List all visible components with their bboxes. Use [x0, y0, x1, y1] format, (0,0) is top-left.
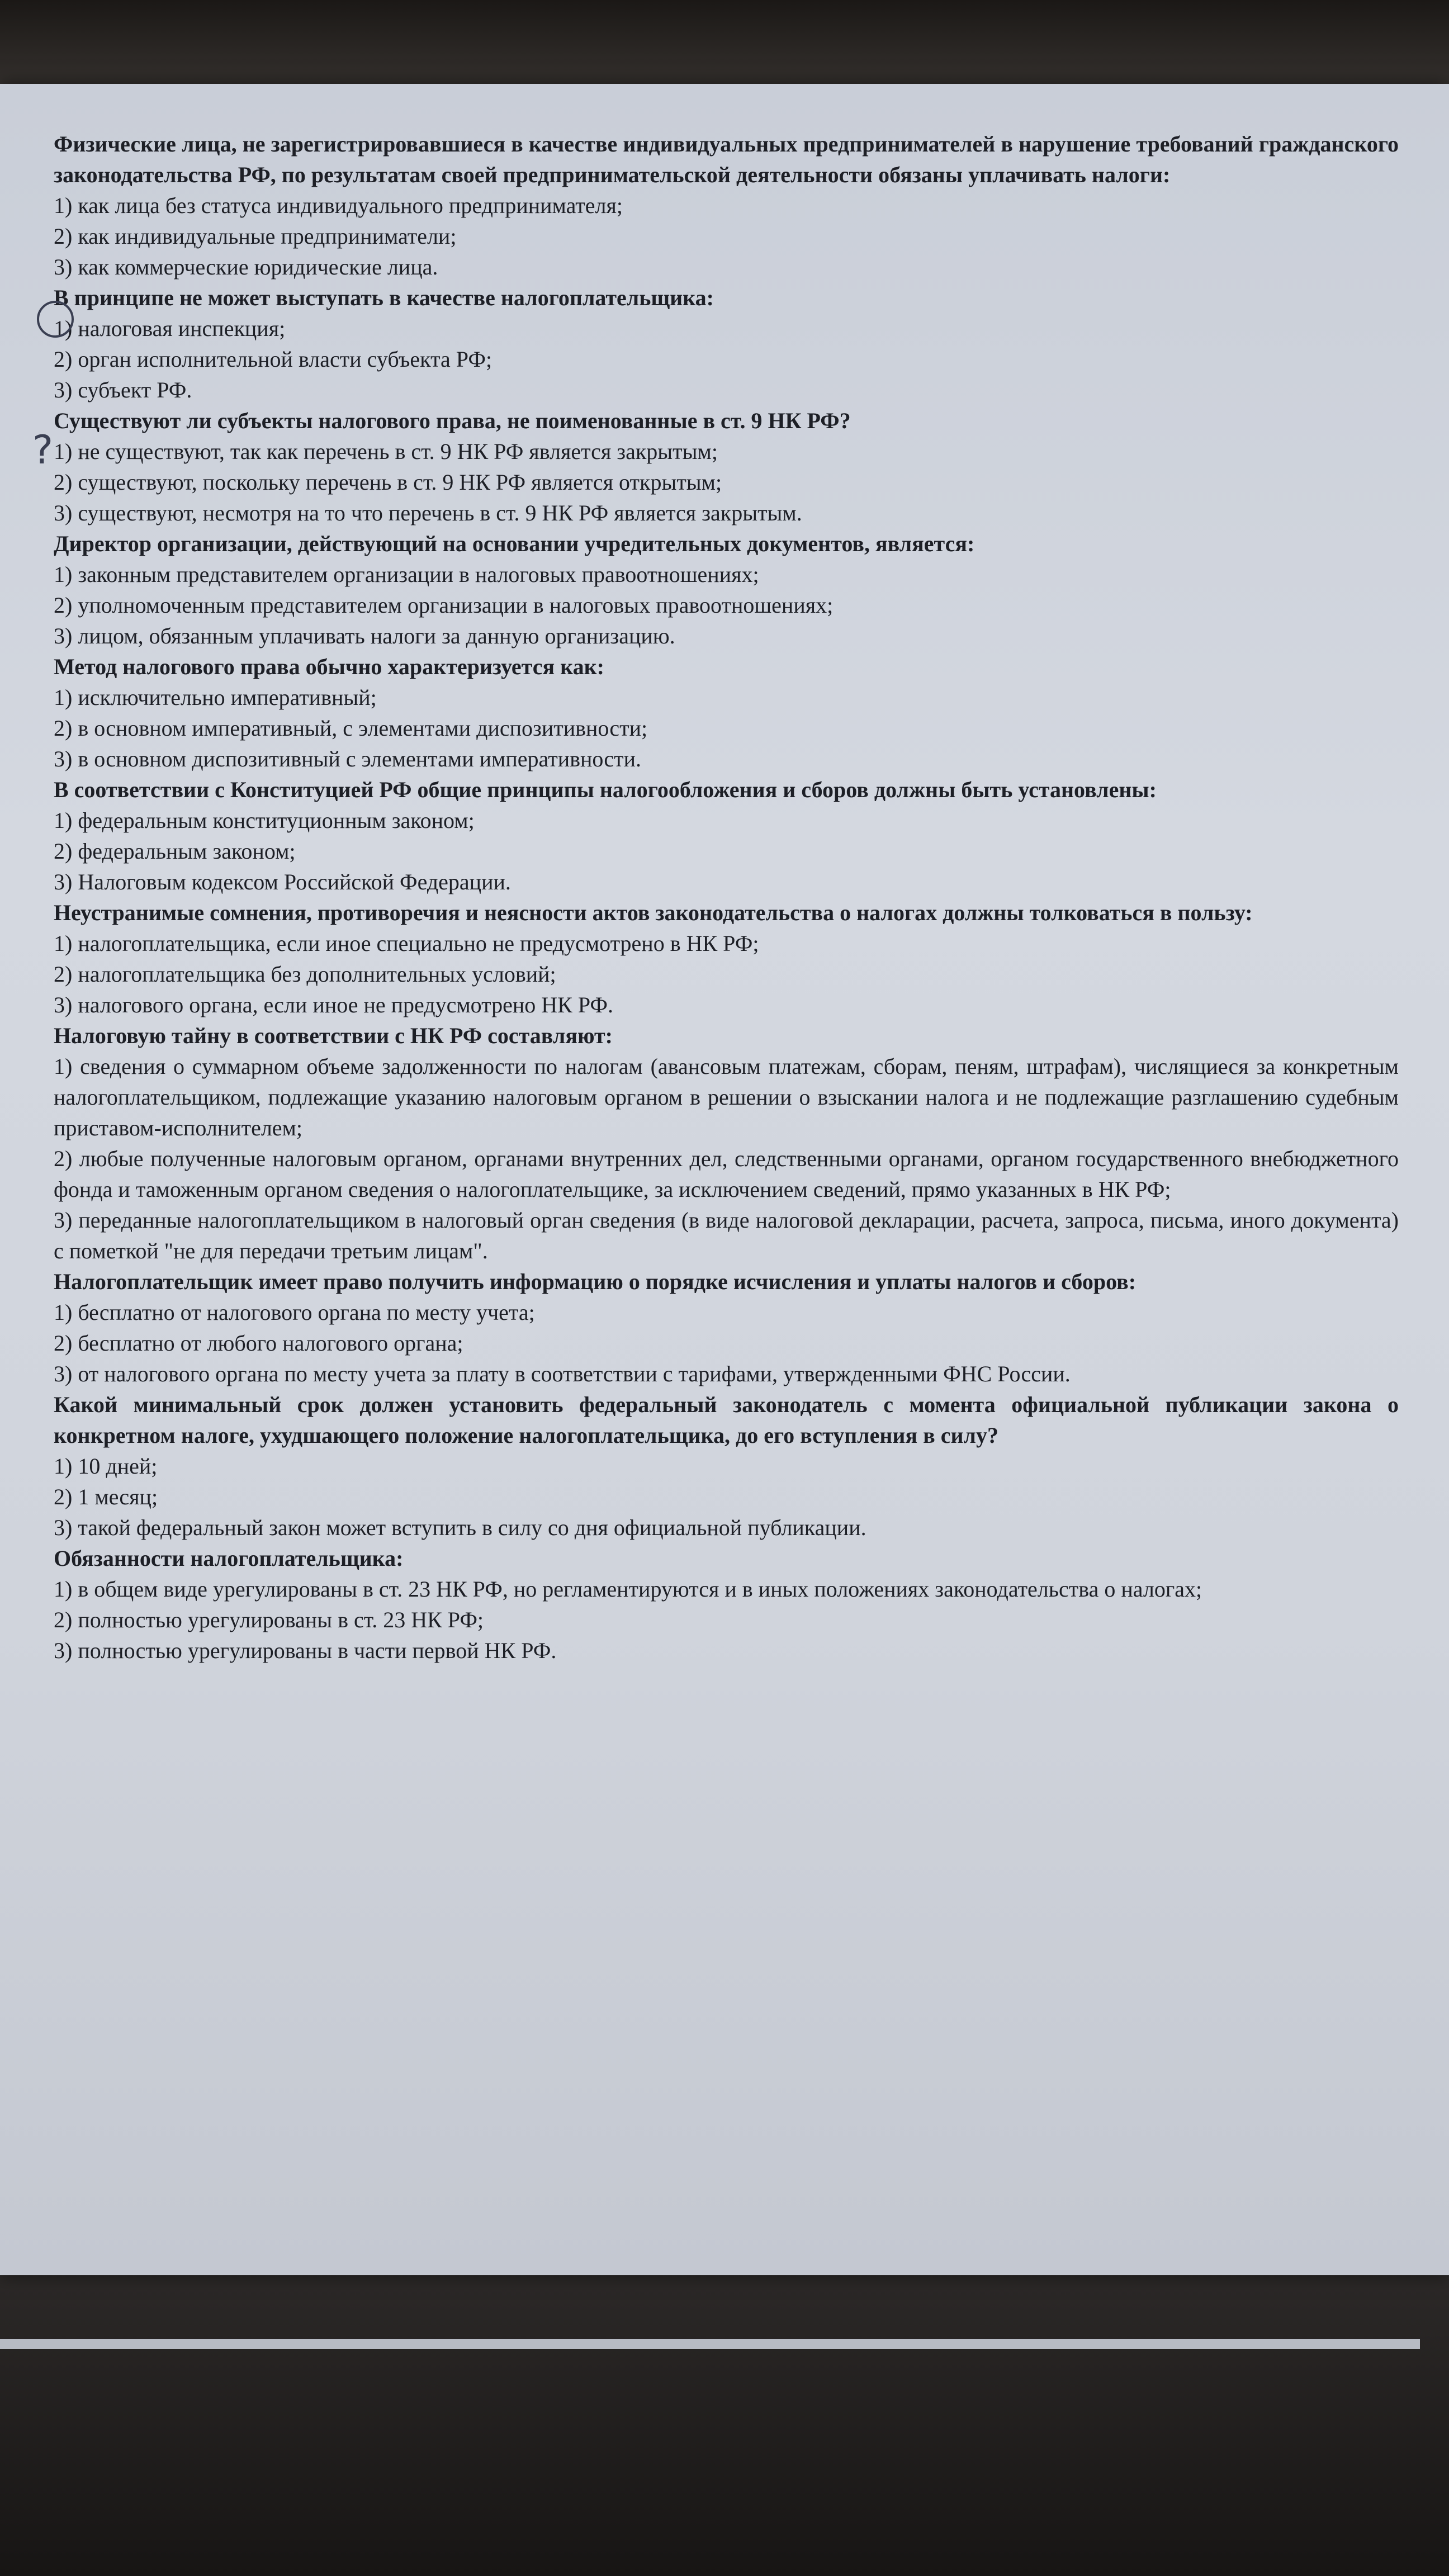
table-surface-bottom	[0, 2270, 1449, 2576]
answer-option: 2) федеральным законом;	[54, 839, 296, 864]
question-block	[40, 1266, 1399, 1389]
question-text: Какой минимальный срок должен установить федеральный законодатель с момента официальной публикации закона о конкретном налоге, ухудшающего положение налогоплательщика, до его вступления в силу?	[54, 1392, 1399, 1448]
answer-option: 3) субъект РФ.	[54, 377, 192, 402]
question-text: В соответствии с Конституцией РФ общие принципы налогообложения и сборов должны быть установлены:	[54, 777, 1157, 802]
answer-option: 3) полностью урегулированы в части первой НК РФ.	[54, 1638, 557, 1663]
question-text: Обязанности налогоплательщика:	[54, 1546, 404, 1571]
answer-option: 2) как индивидуальные предприниматели;	[54, 224, 457, 249]
document-body	[40, 129, 1399, 1666]
handwritten-circle-mark	[37, 301, 74, 338]
answer-option: 3) Налоговым кодексом Российской Федерации.	[54, 869, 511, 894]
question-block	[40, 282, 1399, 405]
answer-option: 1) в общем виде урегулированы в ст. 23 НК РФ, но регламентируются и в иных положениях законодательства о налогах;	[54, 1576, 1202, 1602]
answer-option: 1) налоговая инспекция;	[54, 316, 286, 341]
answer-option: 1) бесплатно от налогового органа по месту учета;	[54, 1300, 535, 1325]
question-text: Директор организации, действующий на основании учредительных документов, является:	[54, 531, 975, 556]
answer-option: 2) бесплатно от любого налогового органа;	[54, 1330, 463, 1356]
question-text: В принципе не может выступать в качестве налогоплательщика:	[54, 285, 714, 310]
answer-option: 3) такой федеральный закон может вступить в силу со дня официальной публикации.	[54, 1515, 866, 1540]
question-block	[40, 651, 1399, 774]
question-text: Существуют ли субъекты налогового права, не поименованные в ст. 9 НК РФ?	[54, 408, 851, 433]
question-block	[40, 1543, 1399, 1666]
question-text: Метод налогового права обычно характеризуется как:	[54, 654, 604, 679]
question-block	[40, 774, 1399, 897]
answer-option: 2) в основном императивный, с элементами диспозитивности;	[54, 716, 648, 741]
question-block	[40, 897, 1399, 1020]
answer-option: 3) переданные налогоплательщиком в налоговый орган сведения (в виде налоговой декларации, расчета, запроса, письма, иного документа) с пометкой "не для передачи третьим лицам".	[54, 1208, 1399, 1263]
answer-option: 2) полностью урегулированы в ст. 23 НК РФ;	[54, 1607, 484, 1632]
question-text: Неустранимые сомнения, противоречия и неясности актов законодательства о налогах должны толковаться в пользу:	[54, 900, 1253, 925]
question-block	[40, 1389, 1399, 1543]
question-block	[40, 129, 1399, 282]
answer-option: 3) налогового органа, если иное не предусмотрено НК РФ.	[54, 992, 614, 1017]
answer-option: 1) сведения о суммарном объеме задолженности по налогам (авансовым платежам, сборам, пеням, штрафам), числящиеся за конкретным налогоплательщиком, подлежащие указанию налоговым органом в решении о взыскании налога и не подлежащие разглашению судебным приставом-исполнителем;	[54, 1054, 1399, 1140]
answer-option: 3) существуют, несмотря на то что перечень в ст. 9 НК РФ является закрытым.	[54, 500, 802, 525]
answer-option: 3) от налогового органа по месту учета за плату в соответствии с тарифами, утвержденными ФНС России.	[54, 1361, 1071, 1386]
answer-option: 1) 10 дней;	[54, 1453, 158, 1479]
question-text: Физические лица, не зарегистрировавшиеся в качестве индивидуальных предпринимателей в нарушение требований гражданского законодательства РФ, по результатам своей предпринимательской деятельности обязаны уплачивать налоги:	[54, 131, 1399, 187]
answer-option: 1) как лица без статуса индивидуального предпринимателя;	[54, 193, 623, 218]
answer-option: 1) федеральным конституционным законом;	[54, 808, 475, 833]
answer-option: 2) существуют, поскольку перечень в ст. 9 НК РФ является открытым;	[54, 470, 722, 495]
question-block	[40, 528, 1399, 651]
answer-option: 3) лицом, обязанным уплачивать налоги за данную организацию.	[54, 623, 675, 648]
handwritten-question-mark: ?	[32, 427, 54, 473]
answer-option: 1) налогоплательщика, если иное специально не предусмотрено в НК РФ;	[54, 931, 759, 956]
question-text: Налогоплательщик имеет право получить информацию о порядке исчисления и уплаты налогов и сборов:	[54, 1269, 1137, 1294]
question-text: Налоговую тайну в соответствии с НК РФ составляют:	[54, 1023, 613, 1048]
sheet-bottom-edge	[0, 2339, 1420, 2349]
answer-option: 3) как коммерческие юридические лица.	[54, 254, 438, 280]
answer-option: 1) не существуют, так как перечень в ст. 9 НК РФ является закрытым;	[54, 439, 718, 464]
question-block	[40, 1020, 1399, 1266]
answer-option: 1) законным представителем организации в налоговых правоотношениях;	[54, 562, 759, 587]
answer-option: 2) налогоплательщика без дополнительных условий;	[54, 962, 556, 987]
answer-option: 2) любые полученные налоговым органом, органами внутренних дел, следственными органами, органом государственного внебюджетного фонда и таможенным органом сведения о налогоплательщике, за исключением сведений, прямо указанных в НК РФ;	[54, 1146, 1399, 1202]
answer-option: 1) исключительно императивный;	[54, 685, 377, 710]
answer-option: 3) в основном диспозитивный с элементами императивности.	[54, 746, 642, 771]
answer-option: 2) уполномоченным представителем организации в налоговых правоотношениях;	[54, 593, 834, 618]
answer-option: 2) орган исполнительной власти субъекта РФ;	[54, 347, 493, 372]
answer-option: 2) 1 месяц;	[54, 1484, 158, 1509]
question-block	[40, 405, 1399, 528]
